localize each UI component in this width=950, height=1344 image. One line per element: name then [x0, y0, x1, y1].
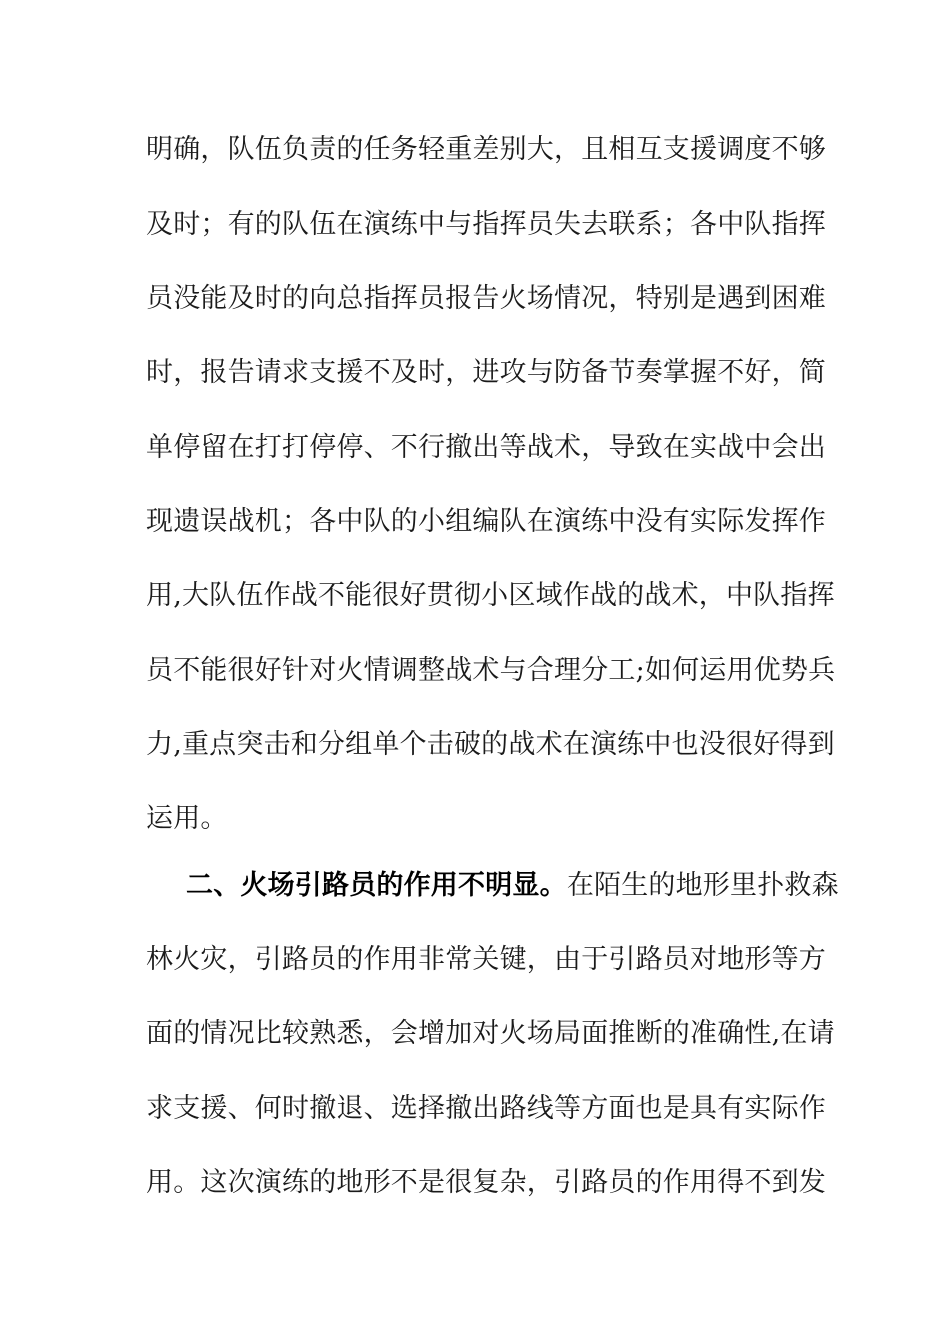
body-text-line: 面的情况比较熟悉，会增加对火场局面推断的准确性,在请	[146, 1018, 835, 1049]
body-text-line: 用。这次演练的地形不是很复杂，引路员的作用得不到发	[146, 1167, 826, 1198]
body-text-line: 求支援、何时撤退、选择撤出路线等方面也是具有实际作	[146, 1093, 826, 1124]
section-heading-continuation: 在陌生的地形里扑救森	[566, 870, 839, 901]
body-text-line: 现遗误战机；各中队的小组编队在演练中没有实际发挥作	[146, 506, 826, 537]
body-text-line: 时，报告请求支援不及时，进攻与防备节奏掌握不好，简	[146, 357, 826, 388]
body-text-line: 用,大队伍作战不能很好贯彻小区域作战的战术，中队指挥	[146, 580, 835, 611]
section-heading-line	[186, 866, 839, 906]
body-text-line: 员没能及时的向总指挥员报告火场情况，特别是遇到困难	[146, 283, 826, 314]
body-text-line: 员不能很好针对火情调整战术与合理分工;如何运用优势兵	[146, 655, 836, 686]
body-text-line: 力,重点突击和分组单个击破的战术在演练中也没很好得到	[146, 729, 835, 760]
body-text-line: 及时；有的队伍在演练中与指挥员失去联系；各中队指挥	[146, 209, 826, 240]
body-text-line: 单停留在打打停停、不行撤出等战术，导致在实战中会出	[146, 432, 826, 463]
body-text-line: 明确，队伍负责的任务轻重差别大，且相互支援调度不够	[146, 134, 826, 165]
section-heading: 二、火场引路员的作用不明显。	[186, 870, 567, 901]
body-text-line: 林火灾，引路员的作用非常关键，由于引路员对地形等方	[146, 944, 826, 975]
body-text-line: 运用。	[146, 803, 228, 834]
